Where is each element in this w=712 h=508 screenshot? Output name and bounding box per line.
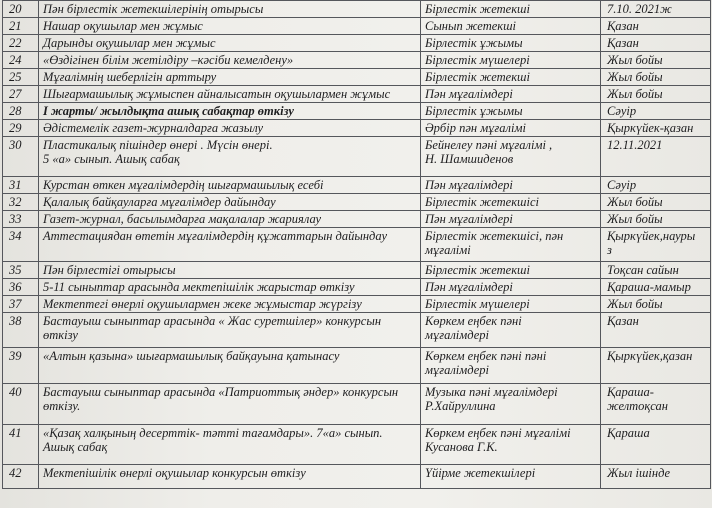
table-row [3,137,711,177]
responsible-cell [421,348,601,384]
row-number-cell: 31 [3,177,39,194]
table-row [3,120,711,137]
topic-cell [39,86,421,103]
date-cell-line: Жыл бойы [607,53,663,67]
row-number-cell: 29 [3,120,39,137]
topic-cell [39,194,421,211]
date-cell-line: Қараша [607,426,650,440]
topic-cell [39,69,421,86]
responsible-cell [421,279,601,296]
date-cell-line: Қазан [607,36,639,50]
date-cell [601,348,711,384]
topic-cell [39,137,421,177]
responsible-cell-line: Р.Хайруллина [425,399,496,413]
responsible-cell [421,425,601,465]
responsible-cell-line: Бірлестік жетекші [425,70,530,84]
responsible-cell-line: мұғалімдері [425,328,490,342]
date-cell-line: 7.10. 2021ж [607,2,672,16]
date-cell [601,279,711,296]
topic-cell-line: Пластикалық пішіндер өнері . Мүсін өнері. [43,138,273,152]
topic-cell-line: Пән бірлестігі отырысы [43,263,176,277]
date-cell-line: Жыл бойы [607,212,663,226]
date-cell-line: Қазан [607,19,639,33]
responsible-cell [421,211,601,228]
date-cell-line: Қазан [607,314,639,328]
date-cell [601,384,711,425]
responsible-cell-line: Пән мұғалімдері [425,87,513,101]
table-row [3,425,711,465]
responsible-cell-line: Бірлестік жетекші [425,2,530,16]
topic-cell [39,52,421,69]
date-cell [601,86,711,103]
date-cell [601,262,711,279]
topic-cell-line: Шығармашылық жұмыспен айналысатын оқушылармен жұмыс [43,87,391,101]
topic-cell [39,103,421,120]
row-number-cell: 41 [3,425,39,465]
responsible-cell-line: мұғалімі [425,243,471,257]
topic-cell-line: өткізу. [43,399,81,413]
topic-cell [39,228,421,262]
date-cell-line: Қыркүйек,қазан [607,349,693,363]
topic-cell [39,18,421,35]
responsible-cell [421,296,601,313]
date-cell [601,103,711,120]
responsible-cell-line: Көркем еңбек пәні [425,314,522,328]
plan-table [2,0,711,489]
responsible-cell-line: Сынып жетекші [425,19,517,33]
responsible-cell-line: Кусанова Г.К. [425,440,498,454]
topic-cell-line: Аттестациядан өтетін мұғалімдердің құжаттарын дайындау [43,229,387,243]
row-number-cell: 30 [3,137,39,177]
topic-cell-line: Әдістемелік газет-журналдарға жазылу [43,121,264,135]
table-row [3,211,711,228]
table-row [3,86,711,103]
date-cell-line: Жыл бойы [607,195,663,209]
date-cell-line: желтоқсан [607,399,668,413]
topic-cell [39,296,421,313]
table-row [3,52,711,69]
row-number-cell: 21 [3,18,39,35]
topic-cell [39,279,421,296]
table-row [3,69,711,86]
topic-cell-line: Дарынды оқушылар мен жұмыс [43,36,216,50]
topic-cell-line: Курстан өткен мұғалімдердің шығармашылық есебі [43,178,324,192]
date-cell [601,177,711,194]
responsible-cell [421,18,601,35]
date-cell-line: з [607,243,612,257]
responsible-cell [421,137,601,177]
responsible-cell-line: Бірлестік жетекшісі [425,195,539,209]
topic-cell-line: 5 «а» сынып. Ашық сабақ [43,152,180,166]
topic-cell-line: өткізу [43,328,78,342]
topic-cell [39,384,421,425]
responsible-cell-line: Пән мұғалімдері [425,280,513,294]
topic-cell-line: І жарты/ жылдықта ашық сабақтар өткізу [43,104,294,118]
responsible-cell [421,194,601,211]
date-cell-line: Сәуір [607,104,637,118]
topic-cell [39,177,421,194]
table-row [3,384,711,425]
table-row [3,103,711,120]
table-row [3,18,711,35]
date-cell [601,18,711,35]
row-number-cell: 28 [3,103,39,120]
topic-cell-line: Мектепішілік өнерлі оқушылар конкурсын өткізу [43,466,306,480]
responsible-cell [421,262,601,279]
row-number-cell: 27 [3,86,39,103]
date-cell-line: Тоқсан сайын [607,263,679,277]
topic-cell-line: 5-11 сыныптар арасында мектепішілік жарыстар өткізу [43,280,355,294]
topic-cell-line: Бастауыш сыныптар арасында «Патриоттық әндер» конкурсын [43,385,399,399]
topic-cell [39,313,421,348]
row-number-cell: 38 [3,313,39,348]
date-cell-line: 12.11.2021 [607,138,663,152]
table-row [3,296,711,313]
date-cell-line: Қараша- [607,385,654,399]
date-cell [601,52,711,69]
topic-cell [39,465,421,489]
responsible-cell-line: мұғалімдері [425,363,490,377]
table-row [3,262,711,279]
date-cell [601,137,711,177]
date-cell-line: Жыл бойы [607,297,663,311]
responsible-cell-line: Пән мұғалімдері [425,178,513,192]
date-cell-line: Жыл бойы [607,70,663,84]
topic-cell-line: Қалалық байқауларға мұғалімдер дайындау [43,195,276,209]
table-row [3,35,711,52]
table-row [3,228,711,262]
responsible-cell-line: Бейнелеу пәні мұғалімі , [425,138,553,152]
responsible-cell [421,384,601,425]
topic-cell-line: «Өздігінен білім жетілдіру –кәсіби кемелдену» [43,53,294,67]
responsible-cell-line: Музыка пәні мұғалімдері [425,385,558,399]
topic-cell-line: Бастауыш сыныптар арасында « Жас суретшілер» конкурсын [43,314,382,328]
table-row [3,279,711,296]
topic-cell-line: Нашар оқушылар мен жұмыс [43,19,203,33]
date-cell-line: Қыркүйек,науры [607,229,696,243]
responsible-cell [421,35,601,52]
responsible-cell-line: Үйірме жетекшілері [425,466,536,480]
topic-cell [39,1,421,18]
topic-cell [39,211,421,228]
table-row [3,177,711,194]
responsible-cell-line: Бірлестік ұжымы [425,36,523,50]
row-number-cell: 20 [3,1,39,18]
responsible-cell-line: Н. Шамшиденов [425,152,514,166]
topic-cell [39,348,421,384]
responsible-cell-line: Бірлестік жетекшісі, пән [425,229,564,243]
responsible-cell [421,177,601,194]
row-number-cell: 35 [3,262,39,279]
row-number-cell: 42 [3,465,39,489]
row-number-cell: 25 [3,69,39,86]
date-cell [601,211,711,228]
row-number-cell: 32 [3,194,39,211]
date-cell-line: Қараша-мамыр [607,280,691,294]
plan-table-body [3,1,711,489]
responsible-cell-line: Көркем еңбек пәні мұғалімі [425,426,571,440]
responsible-cell [421,52,601,69]
row-number-cell: 24 [3,52,39,69]
table-row [3,348,711,384]
table-row [3,313,711,348]
topic-cell-line: Газет-журнал, басылымдарға мақалалар жариялау [43,212,322,226]
date-cell [601,120,711,137]
responsible-cell [421,465,601,489]
table-row [3,1,711,18]
date-cell [601,194,711,211]
responsible-cell-line: Бірлестік жетекші [425,263,530,277]
responsible-cell-line: Бірлестік мүшелері [425,53,530,67]
responsible-cell [421,1,601,18]
row-number-cell: 36 [3,279,39,296]
responsible-cell [421,228,601,262]
date-cell [601,296,711,313]
row-number-cell: 37 [3,296,39,313]
responsible-cell [421,103,601,120]
date-cell [601,69,711,86]
date-cell [601,1,711,18]
date-cell [601,228,711,262]
row-number-cell: 34 [3,228,39,262]
topic-cell-line: Мектептегі өнерлі оқушылармен жеке жұмыстар жүргізу [43,297,362,311]
responsible-cell [421,69,601,86]
topic-cell [39,120,421,137]
date-cell-line: Жыл ішінде [607,466,671,480]
topic-cell [39,35,421,52]
date-cell [601,35,711,52]
topic-cell-line: «Қазақ халқының десерттік- тәтті тағамдары». 7«а» сынып. [43,426,383,440]
date-cell [601,465,711,489]
responsible-cell-line: Бірлестік мүшелері [425,297,530,311]
topic-cell-line: «Алтын қазына» шығармашылық байқауына қатынасу [43,349,340,363]
responsible-cell [421,313,601,348]
responsible-cell [421,120,601,137]
row-number-cell: 39 [3,348,39,384]
responsible-cell [421,86,601,103]
topic-cell [39,425,421,465]
responsible-cell-line: Бірлестік ұжымы [425,104,523,118]
row-number-cell: 22 [3,35,39,52]
row-number-cell: 33 [3,211,39,228]
responsible-cell-line: Пән мұғалімдері [425,212,513,226]
date-cell [601,425,711,465]
date-cell-line: Қыркүйек-қазан [607,121,694,135]
topic-cell-line: Пән бірлестік жетекшілерінің отырысы [43,2,264,16]
responsible-cell-line: Әрбір пән мұғалімі [425,121,526,135]
date-cell-line: Сәуір [607,178,637,192]
responsible-cell-line: Көркем еңбек пәні пәні [425,349,547,363]
table-row [3,194,711,211]
row-number-cell: 40 [3,384,39,425]
topic-cell-line: Мұғалімнің шеберлігін арттыру [43,70,217,84]
table-row [3,465,711,489]
date-cell-line: Жыл бойы [607,87,663,101]
date-cell [601,313,711,348]
topic-cell-line: Ашық сабақ [43,440,108,454]
topic-cell [39,262,421,279]
